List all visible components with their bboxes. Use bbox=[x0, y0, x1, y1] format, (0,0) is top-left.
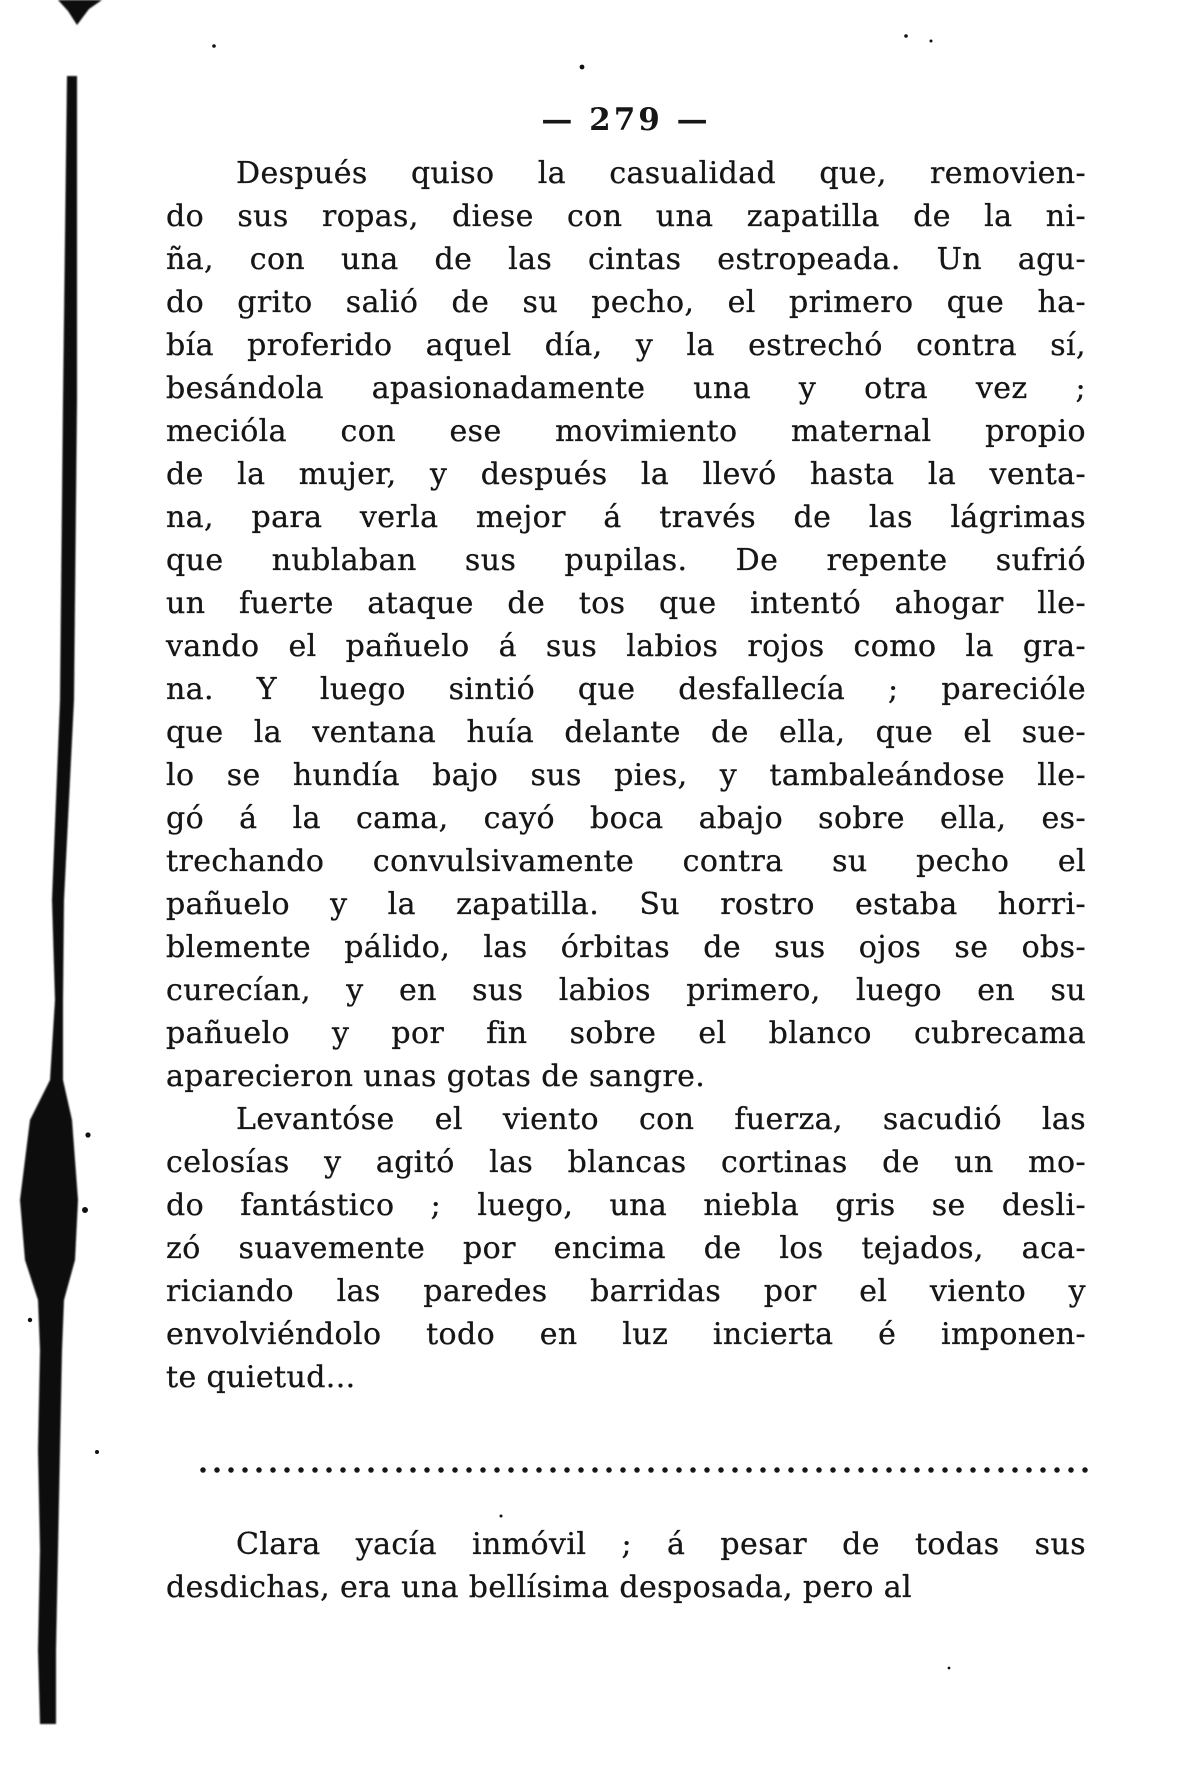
text-line: besándola apasionadamente una y otra vez ; bbox=[166, 371, 1086, 406]
text-line: na, para verla mejor á través de las lágrimas bbox=[166, 500, 1086, 535]
text-line: Después quiso la casualidad que, removien- bbox=[236, 156, 1086, 191]
text-line: do sus ropas, diese con una zapatilla de la ni- bbox=[166, 199, 1086, 234]
text-line: gó á la cama, cayó boca abajo sobre ella, es- bbox=[166, 801, 1086, 836]
text-line: curecían, y en sus labios primero, luego en su bbox=[166, 973, 1086, 1008]
text-line: zó suavemente por encima de los tejados, aca- bbox=[166, 1231, 1086, 1266]
text-line: do fantástico ; luego, una niebla gris se desli- bbox=[166, 1188, 1086, 1223]
corner-mark bbox=[58, 0, 102, 25]
text-line: blemente pálido, las órbitas de sus ojos se obs- bbox=[166, 930, 1086, 965]
text-line: ña, con una de las cintas estropeada. Un agu- bbox=[166, 242, 1086, 277]
text-line: trechando convulsivamente contra su pecho el bbox=[166, 844, 1086, 879]
text-line: na. Y luego sintió que desfallecía ; parecióle bbox=[166, 672, 1086, 707]
text-line: de la mujer, y después la llevó hasta la venta- bbox=[166, 457, 1086, 492]
text-line: celosías y agitó las blancas cortinas de un mo- bbox=[166, 1145, 1086, 1180]
gutter-shadow bbox=[20, 76, 78, 1724]
text-line: vando el pañuelo á sus labios rojos como la gra- bbox=[166, 629, 1086, 664]
text-line: bía proferido aquel día, y la estrechó contra sí, bbox=[166, 328, 1086, 363]
text-line: que nublaban sus pupilas. De repente sufrió bbox=[166, 543, 1086, 578]
text-block bbox=[166, 152, 1086, 1609]
text-line: riciando las paredes barridas por el viento y bbox=[166, 1274, 1086, 1309]
dotted-divider bbox=[196, 1463, 1090, 1475]
paragraph bbox=[166, 152, 1086, 1098]
text-line: que la ventana huía delante de ella, que el sue- bbox=[166, 715, 1086, 750]
text-line: te quietud... bbox=[166, 1360, 356, 1395]
page-number: — 279 — bbox=[541, 102, 711, 138]
paragraph bbox=[166, 1523, 1086, 1609]
text-line: Clara yacía inmóvil ; á pesar de todas sus bbox=[236, 1527, 1086, 1562]
text-line: pañuelo y por fin sobre el blanco cubrecama bbox=[166, 1016, 1086, 1051]
text-line: mecióla con ese movimiento maternal propio bbox=[166, 414, 1086, 449]
text-line: desdichas, era una bellísima desposada, pero al bbox=[166, 1570, 913, 1605]
text-line: Levantóse el viento con fuerza, sacudió las bbox=[236, 1102, 1086, 1137]
text-line: do grito salió de su pecho, el primero que ha- bbox=[166, 285, 1086, 320]
text-line: lo se hundía bajo sus pies, y tambaleándose lle- bbox=[166, 758, 1086, 793]
text-line: un fuerte ataque de tos que intentó ahogar lle- bbox=[166, 586, 1086, 621]
text-line: pañuelo y la zapatilla. Su rostro estaba horri- bbox=[166, 887, 1086, 922]
paragraph bbox=[166, 1098, 1086, 1399]
text-line: envolviéndolo todo en luz incierta é imponen- bbox=[166, 1317, 1086, 1352]
text-line: aparecieron unas gotas de sangre. bbox=[166, 1059, 706, 1094]
